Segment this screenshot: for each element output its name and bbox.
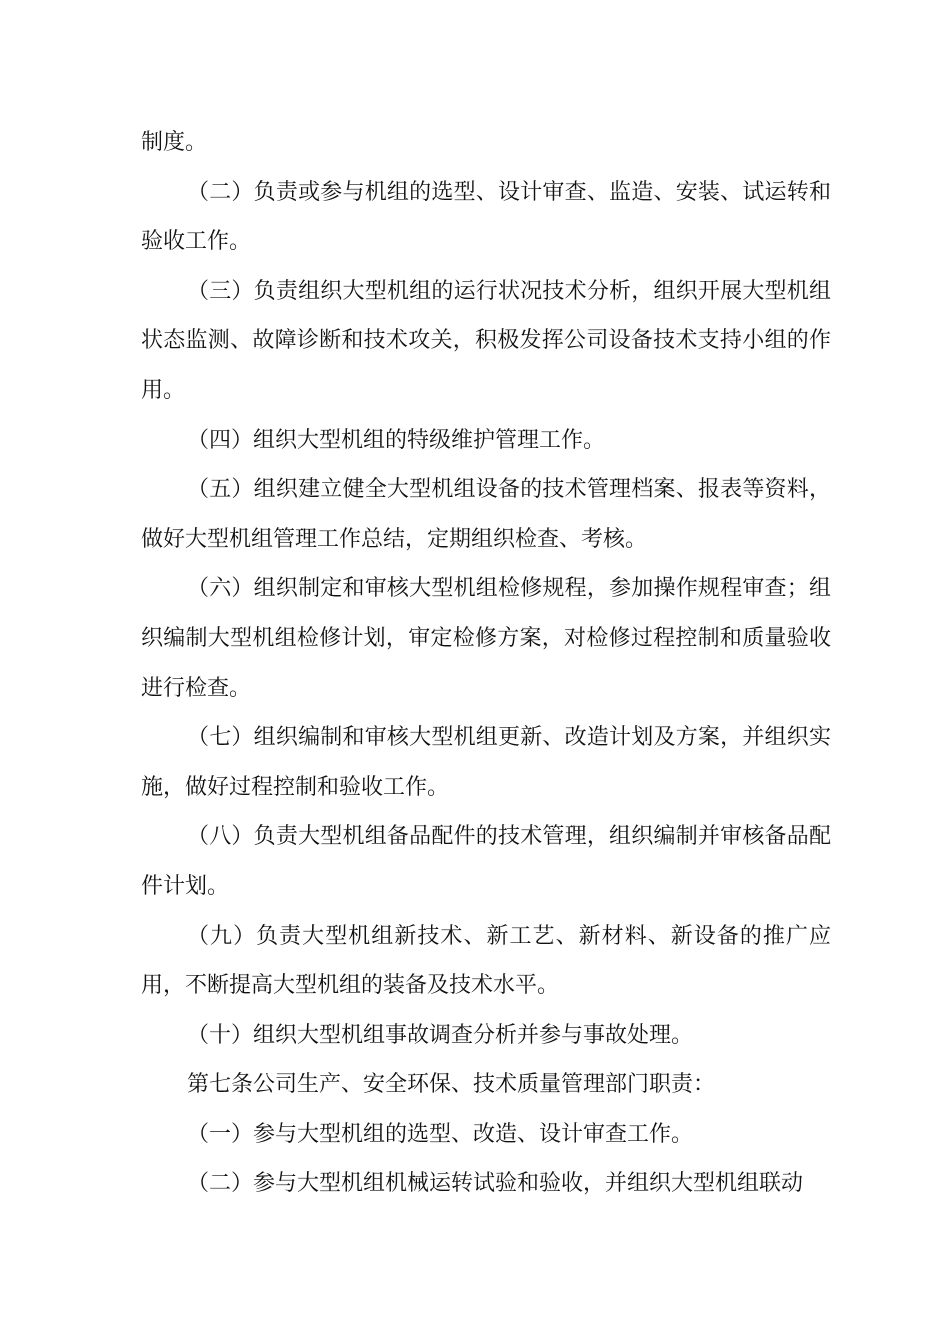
paragraph-item-6: （六）组织制定和审核大型机组检修规程，参加操作规程审查；组织编制大型机组检修计划，审定检修方案，对检修过程控制和质量验收进行检查。 <box>141 576 831 701</box>
paragraph-item-8: （八）负责大型机组备品配件的技术管理，组织编制并审核备品配件计划。 <box>141 824 831 899</box>
paragraph-item-7: （七）组织编制和审核大型机组更新、改造计划及方案，并组织实施，做好过程控制和验收工作。 <box>141 725 831 800</box>
document-body <box>141 118 831 1209</box>
paragraph-item-5: （五）组织建立健全大型机组设备的技术管理档案、报表等资料，做好大型机组管理工作总结，定期组织检查、考核。 <box>141 477 831 552</box>
paragraph-item-3: （三）负责组织大型机组的运行状况技术分析，组织开展大型机组状态监测、故障诊断和技术攻关，积极发挥公司设备技术支持小组的作用。 <box>141 278 831 403</box>
paragraph-item-4: （四）组织大型机组的特级维护管理工作。 <box>187 427 606 453</box>
paragraph-continuation: 制度。 <box>141 130 208 155</box>
paragraph-item-10: （十）组织大型机组事故调查分析并参与事故处理。 <box>187 1022 694 1048</box>
paragraph-item-2: （二）负责或参与机组的选型、设计审查、监造、安装、试运转和验收工作。 <box>141 179 831 255</box>
paragraph-item-9: （九）负责大型机组新技术、新工艺、新材料、新设备的推广应用，不断提高大型机组的装备及技术水平。 <box>141 923 831 999</box>
article-7-heading: 第七条公司生产、安全环保、技术质量管理部门职责： <box>187 1072 716 1098</box>
paragraph-article-7-item-2: （二）参与大型机组机械运转试验和验收，并组织大型机组联动 <box>187 1171 804 1197</box>
paragraph-article-7-item-1: （一）参与大型机组的选型、改造、设计审查工作。 <box>187 1121 694 1147</box>
